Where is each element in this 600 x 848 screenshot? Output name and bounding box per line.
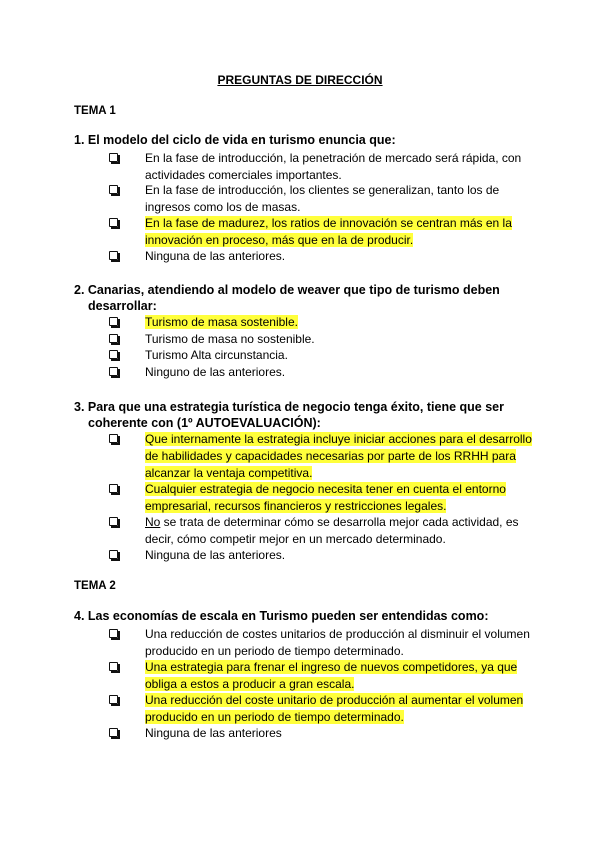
question-3-line-2: coherente con (1º AUTOEVALUACIÓN): — [88, 416, 321, 430]
question-2 — [74, 282, 534, 314]
option-text — [145, 514, 535, 548]
option-text: Una reducción de costes unitarios de producción al disminuir el volumen producido en un periodo de tiempo determinado. — [145, 627, 530, 658]
checkbox-bullet-icon — [109, 153, 118, 162]
question-4: 4. Las economías de escala en Turismo pueden ser entendidas como: — [74, 609, 489, 623]
option-text: Ninguna de las anteriores. — [145, 249, 286, 263]
option-text: Ninguna de las anteriores. — [145, 548, 286, 562]
checkbox-bullet-icon — [109, 367, 118, 376]
option-text: Ninguna de las anteriores — [145, 726, 282, 740]
checkbox-bullet-icon — [109, 218, 118, 227]
option-text: En la fase de introducción, la penetración de mercado será rápida, con actividades comerciales importantes. — [145, 151, 522, 182]
checkbox-bullet-icon — [109, 185, 118, 194]
checkbox-bullet-icon — [109, 517, 118, 526]
checkbox-bullet-icon — [109, 550, 118, 559]
checkbox-bullet-icon — [109, 317, 118, 326]
highlighted-answer: Turismo de masa sostenible. — [145, 315, 298, 329]
option-text: Ninguno de las anteriores. — [145, 365, 286, 379]
highlighted-answer: Que internamente la estrategia incluye iniciar acciones para el desarrollo de habilidades y capacidades necesarias por parte de los RRHH para alcanzar la ventaja competitiva. — [145, 432, 532, 480]
question-3 — [74, 399, 534, 431]
highlighted-answer: Una reducción del coste unitario de producción al aumentar el volumen producido en un periodo de tiempo determinado. — [145, 693, 524, 724]
section-heading-tema-2: TEMA 2 — [74, 580, 116, 592]
underlined-word: No — [145, 515, 161, 529]
checkbox-bullet-icon — [109, 662, 118, 671]
checkbox-bullet-icon — [109, 350, 118, 359]
highlighted-answer: Una estrategia para frenar el ingreso de nuevos competidores, ya que obliga a estos a producir a gran escala. — [145, 660, 518, 691]
checkbox-bullet-icon — [109, 629, 118, 638]
checkbox-bullet-icon — [109, 434, 118, 443]
checkbox-bullet-icon — [109, 251, 118, 260]
option-text: Turismo de masa no sostenible. — [145, 332, 315, 346]
page-title: PREGUNTAS DE DIRECCIÓN — [217, 73, 383, 87]
checkbox-bullet-icon — [109, 334, 118, 343]
checkbox-bullet-icon — [109, 484, 118, 493]
option-text: En la fase de introducción, los clientes se generalizan, tanto los de ingresos como los de masas. — [145, 183, 500, 214]
question-2-line-2: desarrollar: — [88, 299, 157, 313]
question-3-line-1: 3. Para que una estrategia turística de negocio tenga éxito, tiene que ser — [74, 400, 504, 414]
section-heading-tema-1: TEMA 1 — [74, 105, 116, 117]
highlighted-answer: En la fase de madurez, los ratios de innovación se centran más en la innovación en proceso, más que en la de producir. — [145, 216, 512, 247]
checkbox-bullet-icon — [109, 728, 118, 737]
option-text-rest: se trata de determinar cómo se desarrolla mejor cada actividad, es decir, cómo competir mejor en un mercado determinado. — [145, 515, 519, 546]
option-text: Turismo Alta circunstancia. — [145, 348, 288, 362]
checkbox-bullet-icon — [109, 695, 118, 704]
question-2-line-1: 2. Canarias, atendiendo al modelo de weaver que tipo de turismo deben — [74, 283, 500, 297]
highlighted-answer: Cualquier estrategia de negocio necesita tener en cuenta el entorno empresarial, recursos financieros y restricciones legales. — [145, 482, 506, 513]
question-1: 1. El modelo del ciclo de vida en turismo enuncia que: — [74, 133, 396, 147]
